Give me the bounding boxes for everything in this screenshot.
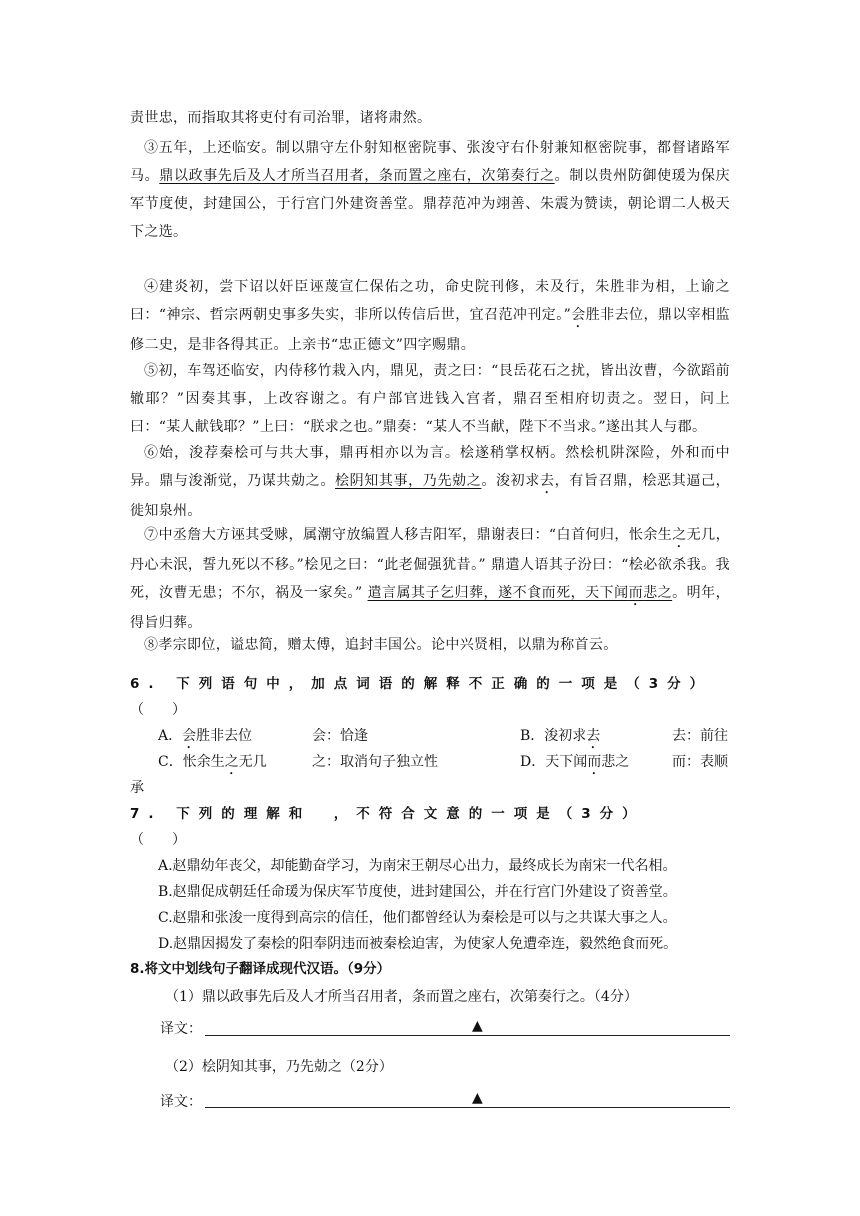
passage-paragraph-1-tail xyxy=(130,104,730,132)
underlined-sentence-2: 桧阴知其事，乃先勀之 xyxy=(334,473,482,489)
q7-option-b: B.赵鼎促成朝廷任命瑗为保庆军节度使，进封建国公，并在行宫门外建设了资善堂。 xyxy=(158,884,677,900)
q6-paren: （ ） xyxy=(130,702,186,718)
paragraph-text: ⑦中丞詹大方诬其受赇，属潮守放编置人移吉阳军，鼎谢表曰：“白首何归，怅余生 xyxy=(144,527,673,543)
q8-stem: 8.将文中划线句子翻译成现代汉语。（9分） xyxy=(130,961,391,977)
passage-paragraph-5 xyxy=(130,357,730,441)
paragraph-text: ⑥始，浚荐秦桧可与共大事，鼎再相亦以为言。桧遂稍掌权柄。然桧机阱深险，外和而中异。鼎与浚渐觉，乃谋共勀之。 xyxy=(130,445,730,489)
paragraph-text: 。制以贵州防御使瑗为保庆军节度使，封建国公，于行宫门外建资善堂。鼎荐范冲为翊善、朱震为赞读，朝论谓二人极天下之选。 xyxy=(130,168,731,240)
q7-option-a: A.赵鼎幼年丧父，却能勤奋学习，为南宋王朝尽心出力，最终成长为南宋一代名相。 xyxy=(158,858,677,874)
passage-paragraph-8 xyxy=(130,631,730,659)
paragraph-text: 无几，丹心未泯，誓九死以不移。”桧见之曰：“此老倔强犹昔。” 鼎遣人语其子汾曰：“桧必欲杀我。我死，汝曹无患；不尔，祸及一家矣。” xyxy=(130,527,730,601)
paragraph-text: ③五年，上还临安。制以鼎守左仆射知枢密院事、张浚守右仆射兼知枢密院事，都督诸路军马。 xyxy=(130,140,730,184)
paragraph-text: 责世忠，而指取其将吏付有司治罪，诸将肃然。 xyxy=(130,110,432,126)
underlined-sentence-1: 鼎以政事先后及人才所当召用者，条而置之座右，次第奏行之 xyxy=(159,168,555,184)
dotted-word: 而 xyxy=(628,585,644,601)
q7-stem: 7. 下列的理解和 ，不符合文意的一项是（3分） xyxy=(130,806,645,822)
q8-answer-2-label: 译文： xyxy=(160,1094,202,1110)
paragraph-text: 。明年，得旨归葬。 xyxy=(130,585,731,631)
paragraph-text: ⑧孝宗即位，谥忠简，赠太傅，追封丰国公。论中兴贤相，以鼎为称首云。 xyxy=(144,637,618,653)
q6-option-d-gloss: 而：表顺 xyxy=(672,754,728,770)
q7-option-c: C.赵鼎和张浚一度得到高宗的信任，他们都曾经认为秦桧是可以与之共谋大事之人。 xyxy=(158,910,677,926)
triangle-marker-icon: ▲ xyxy=(472,1018,483,1034)
dotted-word: 之 xyxy=(672,527,687,543)
q8-answer-1-line[interactable] xyxy=(205,1035,730,1036)
q6-option-a: A．会胜非去位 xyxy=(158,728,253,744)
q8-answer-1-label: 译文： xyxy=(160,1021,202,1037)
paragraph-text: 胜非去位，鼎以宰相监修二史，是非各得其正。上亲书“忠正德文”四字赐鼎。 xyxy=(130,307,731,353)
q6-option-d: D．天下闻而悲之 xyxy=(520,754,630,770)
paragraph-text: ，有旨召鼎，桧恶其逼己，徙知泉州。 xyxy=(130,473,730,519)
passage-paragraph-3 xyxy=(130,134,730,246)
q6-option-b: B．浚初求去 xyxy=(520,728,601,744)
paragraph-text: ④建炎初，尝下诏以奸臣诬蔑宣仁保佑之功，命史院刊修，未及行，朱胜非为相，上谕之曰：“神宗、哲宗两朝史事多失实，非所以传信后世，宜召范冲刊定。” xyxy=(130,279,730,323)
paragraph-text: ⑤初，车驾还临安，内侍移竹栽入内，鼎见，责之曰：“艮岳花石之扰，皆出汝曹，今欲蹈前辙耶？”因奏其事，上改容谢之。有户部官进钱入宫者，鼎召至相府切责之。翌日，问上曰：“某人献钱耶？”上曰：“朕求之也。”鼎奏：“某人不当献，陛下不当求。”遂出其人与郡。 xyxy=(130,363,730,435)
q6-option-c: C．怅余生之无几 xyxy=(158,754,267,770)
q7-option-d: D.赵鼎因揭发了秦桧的阳奉阴违而被秦桧迫害，为使家人免遭牵连，毅然绝食而死。 xyxy=(158,936,678,952)
q6-option-a-gloss: 会：恰逢 xyxy=(312,728,368,744)
q8-sentence-1: （1）鼎以政事先后及人才所当召用者，条而置之座右，次第奏行之。（4分） xyxy=(165,989,638,1005)
passage-paragraph-7 xyxy=(130,521,730,637)
passage-paragraph-4 xyxy=(130,273,730,359)
q6-stem: 6. 下列语句中，加点词语的解释不正确的一项是（3分） xyxy=(130,676,713,692)
q6-option-c-gloss: 之：取消句子独立性 xyxy=(312,754,438,770)
paragraph-text: 。浚初求 xyxy=(481,473,540,489)
q8-sentence-2: （2）桧阴知其事，乃先勀之（2分） xyxy=(165,1059,393,1075)
underlined-sentence-3-end: 悲之 xyxy=(643,585,673,601)
triangle-marker-icon: ▲ xyxy=(472,1090,483,1106)
dotted-word: 会 xyxy=(571,307,586,323)
passage-paragraph-6 xyxy=(130,439,730,525)
q7-paren: （ ） xyxy=(130,832,186,848)
q6-option-d-wrap: 承 xyxy=(130,780,144,796)
q8-answer-2-line[interactable] xyxy=(205,1107,730,1108)
dotted-word: 去 xyxy=(539,473,555,489)
underlined-sentence-3: 遣言属其子乞归葬，遂不食而死，天下闻 xyxy=(367,585,629,601)
q6-option-b-gloss: 去：前往 xyxy=(672,728,728,744)
